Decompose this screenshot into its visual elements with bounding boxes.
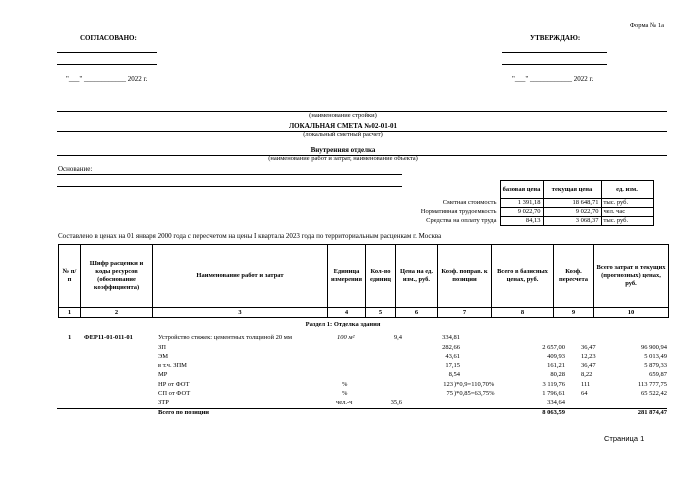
basis-label: Основание: <box>58 165 93 173</box>
row-price: 282,66 <box>442 344 460 351</box>
col-number: 8 <box>492 308 554 318</box>
col-number: 5 <box>366 308 396 318</box>
position-unit: 100 м² <box>337 334 355 341</box>
col-header-num: № п/п <box>59 245 81 308</box>
position-price: 334,81 <box>442 334 460 341</box>
position-name: Устройство стяжек: цементных толщиной 20 мм <box>158 334 292 341</box>
total-divider <box>57 408 667 409</box>
col-header-current-total: Всего затрат в текущих (прогнозных) ценах, руб. <box>594 245 669 308</box>
row-base: 2 657,00 <box>542 344 565 351</box>
col-number: 10 <box>594 308 669 318</box>
position-num: 1 <box>68 334 72 341</box>
cost-label: Нормативная трудоемкость <box>420 208 497 215</box>
row-price: 17,15 <box>445 362 460 369</box>
col-header-base-total: Всего в базисных ценах, руб. <box>492 245 554 308</box>
doc-subtitle: (локальный сметный расчет) <box>303 131 383 138</box>
row-unit: % <box>342 381 348 388</box>
cost-current: 18 648,71 <box>543 199 601 208</box>
row-base: 409,93 <box>547 353 565 360</box>
row-name: МР <box>158 371 168 378</box>
row-qty: 35,6 <box>390 399 402 406</box>
current-price-header: текущая цена <box>543 181 601 199</box>
approved-date: "___" ____________ 2022 г. <box>66 75 148 83</box>
row-total: 5 879,33 <box>644 362 667 369</box>
position-qty: 9,4 <box>393 334 402 341</box>
confirm-date: "___" ____________ 2022 г. <box>512 75 594 83</box>
cost-summary-table <box>383 180 654 226</box>
col-header-qty: Кол-во единиц <box>366 245 396 308</box>
col-number: 3 <box>153 308 328 318</box>
row-price: 43,61 <box>445 353 460 360</box>
col-number: 4 <box>328 308 366 318</box>
signature-line <box>502 64 607 65</box>
doc-title: ЛОКАЛЬНАЯ СМЕТА №02-01-01 <box>288 122 398 130</box>
row-total: 5 013,49 <box>644 353 667 360</box>
row-k: 36,47 <box>581 362 596 369</box>
total-current: 281 874,47 <box>637 409 667 416</box>
row-name: ЗТР <box>158 399 169 406</box>
col-number: 6 <box>396 308 438 318</box>
col-header-coef: Коэф. поправ. к позиции <box>438 245 492 308</box>
row-name: НР от ФОТ <box>158 381 190 388</box>
cost-base: 1 391,18 <box>500 199 543 208</box>
row-name: СП от ФОТ <box>158 390 191 397</box>
row-k: 12,23 <box>581 353 596 360</box>
col-header-code: Шифр расценки и коды ресурсов (обоснование коэффициента) <box>81 245 153 308</box>
cost-current: 3 068,37 <box>543 217 601 226</box>
cost-current: 9 022,70 <box>543 208 601 217</box>
row-base: 161,21 <box>547 362 565 369</box>
col-number: 2 <box>81 308 153 318</box>
total-base: 8 063,59 <box>542 409 565 416</box>
position-code: ФЕР11-01-011-01 <box>84 334 133 341</box>
signature-line <box>57 52 157 53</box>
row-total: 659,87 <box>649 371 667 378</box>
col-header-price: Цена на ед. изм., руб. <box>396 245 438 308</box>
estimate-table-header <box>58 244 669 318</box>
row-unit: чел.-ч <box>336 399 353 406</box>
row-name: в т.ч. ЗПМ <box>158 362 187 369</box>
row-name: ЭМ <box>158 353 169 360</box>
col-number: 9 <box>554 308 594 318</box>
row-coef: )*0,85=63,75% <box>454 390 495 397</box>
row-total: 96 900,94 <box>641 344 667 351</box>
row-k: 8,22 <box>581 371 593 378</box>
cost-unit: тыс. руб. <box>601 217 653 226</box>
unit-header: ед. изм. <box>601 181 653 199</box>
basis-line <box>57 174 402 175</box>
approved-title: СОГЛАСОВАНО: <box>80 34 137 42</box>
col-header-name: Наименование работ и затрат <box>153 245 328 308</box>
row-name: ЗП <box>158 344 166 351</box>
col-number: 7 <box>438 308 492 318</box>
row-base: 3 119,76 <box>542 381 565 388</box>
base-price-header: базовая цена <box>500 181 543 199</box>
row-base: 334,64 <box>547 399 565 406</box>
construction-caption: (наименование стройки) <box>309 112 377 119</box>
row-total: 65 522,42 <box>641 390 667 397</box>
row-base: 80,28 <box>550 371 565 378</box>
row-base: 1 796,61 <box>542 390 565 397</box>
cost-unit: тыс. руб. <box>601 199 653 208</box>
col-header-recalc: Коэф. пересчета <box>554 245 594 308</box>
col-header-unit: Единица измерения <box>328 245 366 308</box>
page-number: Страница 1 <box>604 434 645 443</box>
cost-base: 84,13 <box>500 217 543 226</box>
cost-label: Средства на оплату труда <box>426 217 497 224</box>
row-price: 123 <box>443 381 453 388</box>
cost-unit: чел. час <box>601 208 653 217</box>
section-title: Раздел 1: Отделка здания <box>305 321 381 328</box>
confirm-title: УТВЕРЖДАЮ: <box>530 34 581 42</box>
object-name: Внутренняя отделка <box>310 146 376 154</box>
object-caption: (наименование работ и затрат, наименование объекта) <box>268 155 418 162</box>
signature-line <box>502 52 607 53</box>
col-number: 1 <box>59 308 81 318</box>
row-coef: )*0,9=110,70% <box>454 381 495 388</box>
row-k: 64 <box>581 390 588 397</box>
row-total: 113 777,75 <box>637 381 667 388</box>
row-k: 36,47 <box>581 344 596 351</box>
row-price: 75 <box>446 390 453 397</box>
row-k: 111 <box>581 381 591 388</box>
signature-line <box>57 64 157 65</box>
price-note: Составлено в ценах на 01 января 2000 года с пересчетом на цены I квартала 2023 года по территориальным расценкам г. Москва <box>58 232 442 240</box>
row-unit: % <box>342 390 348 397</box>
cost-label: Сметная стоимость <box>442 199 497 206</box>
row-price: 8,54 <box>448 371 460 378</box>
form-label: Форма № 1а <box>629 22 664 29</box>
total-label: Всего по позиции <box>158 409 210 416</box>
basis-line <box>57 186 402 187</box>
cost-base: 9 022,70 <box>500 208 543 217</box>
